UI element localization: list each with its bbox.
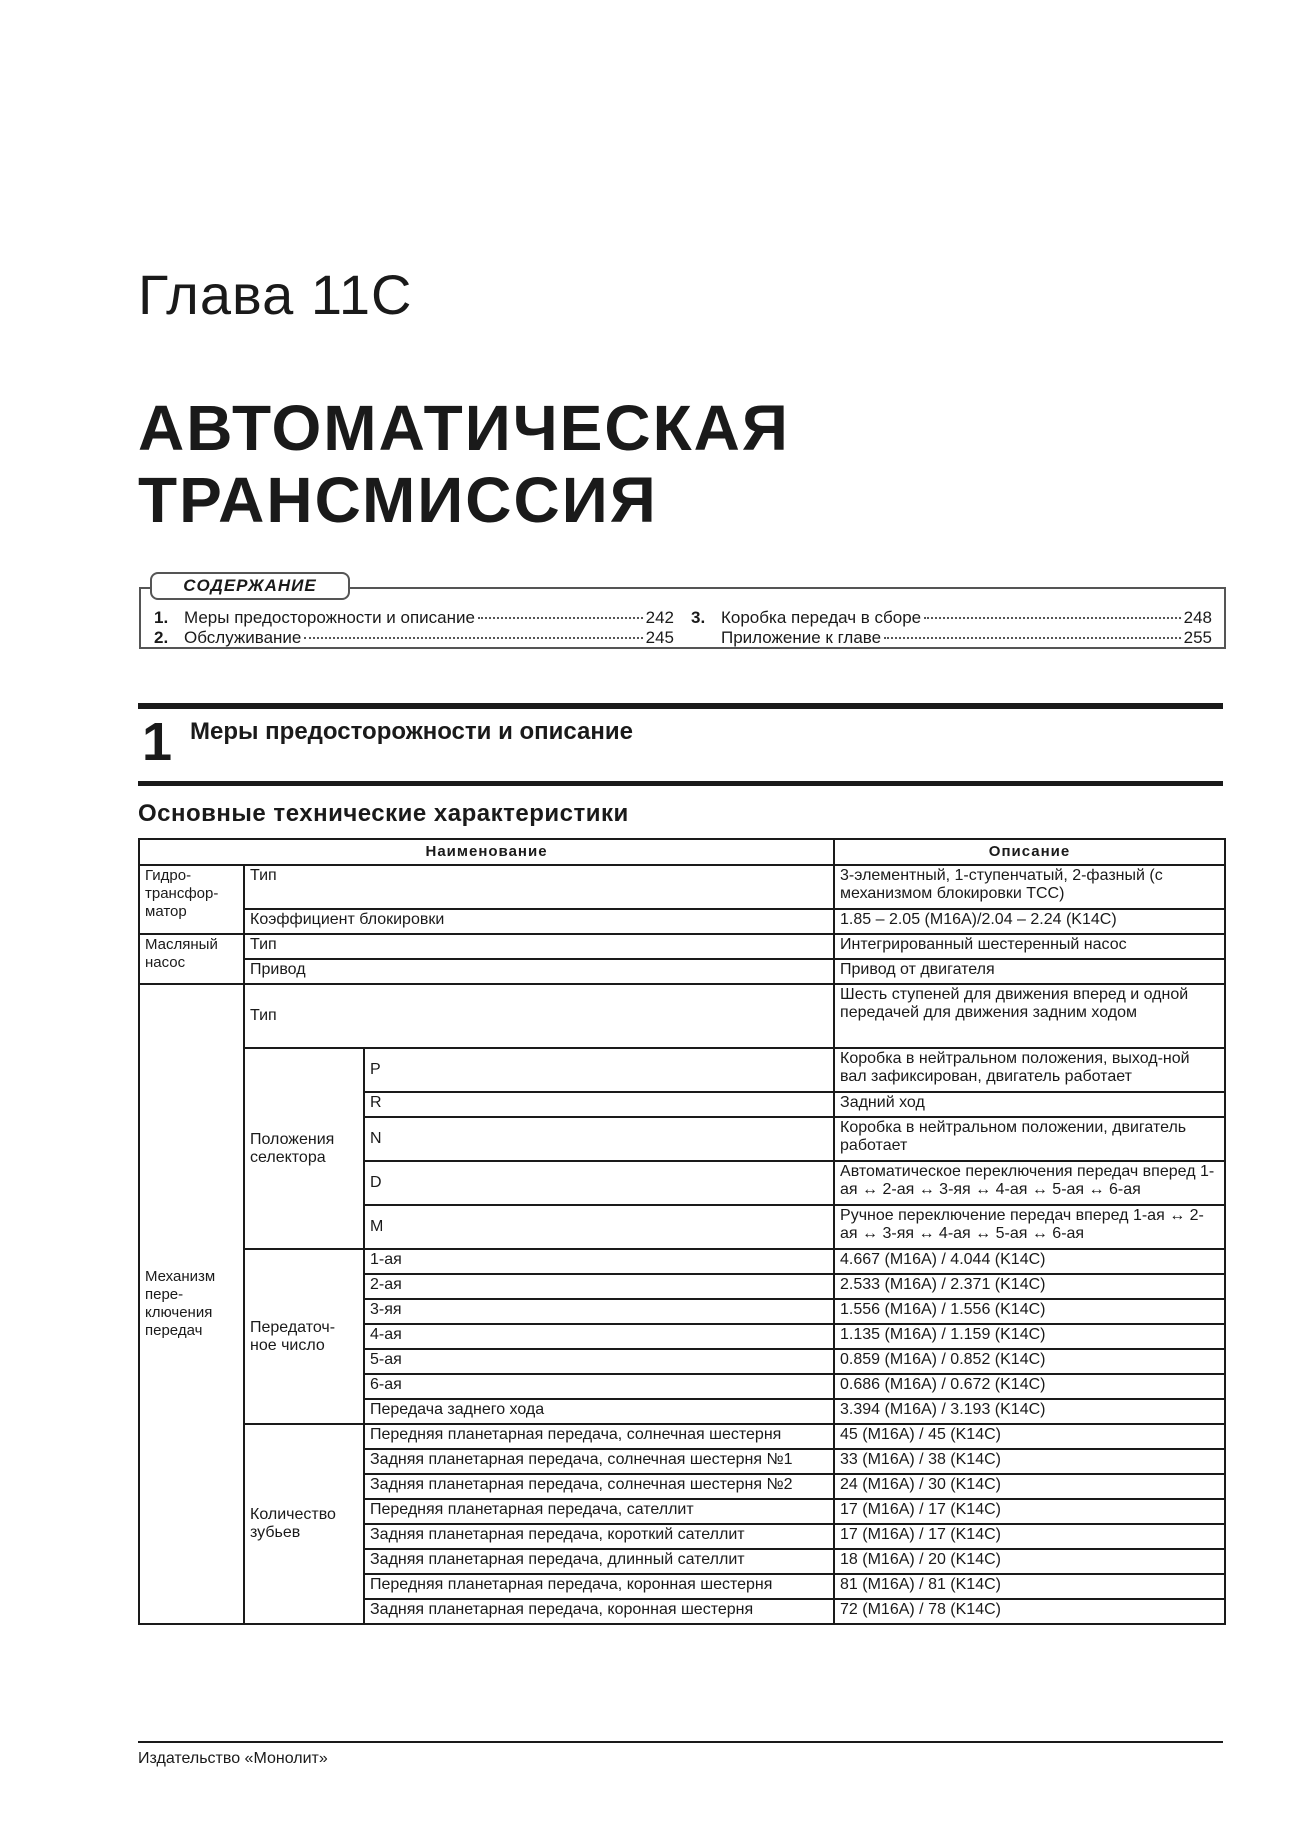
teeth-count: 17 (M16A) / 17 (K14C) xyxy=(834,1524,1225,1549)
selector-position: R xyxy=(364,1092,834,1117)
subsection-title: Основные технические характеристики xyxy=(138,800,629,827)
toc-item-number: 2. xyxy=(154,628,169,647)
teeth-part: Задняя планетарная передача, длинный сателлит xyxy=(364,1549,834,1574)
toc-item-text: Приложение к главе xyxy=(721,628,882,647)
footer-publisher: Издательство «Монолит» xyxy=(138,1750,328,1767)
gear-name: 5-ая xyxy=(364,1349,834,1374)
gear-ratio: 0.686 (M16A) / 0.672 (K14C) xyxy=(834,1374,1225,1399)
chapter-title-line1: АВТОМАТИЧЕСКАЯ xyxy=(138,392,790,464)
header-description: Описание xyxy=(834,839,1225,865)
gear-name: Передача заднего хода xyxy=(364,1399,834,1424)
footer-rule xyxy=(138,1741,1223,1743)
table-row xyxy=(139,934,1225,959)
teeth-count: 24 (M16A) / 30 (K14C) xyxy=(834,1474,1225,1499)
toc-item-number: 1. xyxy=(154,608,169,627)
table-row xyxy=(139,984,1225,1048)
teeth-count: 45 (M16A) / 45 (K14C) xyxy=(834,1424,1225,1449)
param-name: Привод xyxy=(244,959,834,984)
toc-item[interactable] xyxy=(154,628,674,648)
param-name: Тип xyxy=(244,865,834,909)
gear-ratio: 4.667 (M16A) / 4.044 (K14C) xyxy=(834,1249,1225,1274)
selector-group-label: Положения селектора xyxy=(244,1048,364,1249)
gear-name: 3-яя xyxy=(364,1299,834,1324)
selector-position: N xyxy=(364,1117,834,1161)
toc-item-page: 245 xyxy=(645,628,674,647)
selector-position: P xyxy=(364,1048,834,1092)
teeth-group-label: Количество зубьев xyxy=(244,1424,364,1624)
param-name: Тип xyxy=(244,934,834,959)
param-value: Шесть ступеней для движения вперед и одной передачей для движения задним ходом xyxy=(834,984,1225,1048)
spec-table xyxy=(138,838,1226,1625)
table-row xyxy=(139,1048,1225,1092)
selector-value: Коробка в нейтральном положении, двигатель работает xyxy=(834,1117,1225,1161)
selector-position: M xyxy=(364,1205,834,1249)
table-header-row xyxy=(139,839,1225,865)
chapter-title xyxy=(138,392,790,536)
param-value: 3-элементный, 1-ступенчатый, 2-фазный (с механизмом блокировки ТСС) xyxy=(834,865,1225,909)
gear-ratio: 3.394 (M16A) / 3.193 (K14C) xyxy=(834,1399,1225,1424)
category-oil-pump: Масляный насос xyxy=(139,934,244,984)
toc-item[interactable] xyxy=(154,608,674,628)
param-name: Коэффициент блокировки xyxy=(244,909,834,934)
ratio-group-label: Передаточ- ное число xyxy=(244,1249,364,1424)
toc-item-text: Коробка передач в сборе xyxy=(721,608,922,627)
toc-item[interactable] xyxy=(691,608,1212,628)
teeth-count: 81 (M16A) / 81 (K14C) xyxy=(834,1574,1225,1599)
teeth-count: 18 (M16A) / 20 (K14C) xyxy=(834,1549,1225,1574)
section-rule-top xyxy=(138,703,1223,709)
teeth-part: Задняя планетарная передача, короткий сателлит xyxy=(364,1524,834,1549)
gear-ratio: 1.556 (M16A) / 1.556 (K14C) xyxy=(834,1299,1225,1324)
toc-leader-dots xyxy=(478,617,643,619)
toc-heading: СОДЕРЖАНИЕ xyxy=(150,572,350,600)
teeth-part: Задняя планетарная передача, солнечная шестерня №1 xyxy=(364,1449,834,1474)
table-row xyxy=(139,909,1225,934)
gear-ratio: 1.135 (M16A) / 1.159 (K14C) xyxy=(834,1324,1225,1349)
gear-ratio: 2.533 (M16A) / 2.371 (K14C) xyxy=(834,1274,1225,1299)
section-title: Меры предосторожности и описание xyxy=(190,718,633,745)
category-torque-converter: Гидро- трансфор- матор xyxy=(139,865,244,934)
gear-name: 2-ая xyxy=(364,1274,834,1299)
teeth-part: Задняя планетарная передача, коронная шестерня xyxy=(364,1599,834,1624)
header-name: Наименование xyxy=(139,839,834,865)
toc-item[interactable] xyxy=(691,628,1212,648)
table-row xyxy=(139,1424,1225,1449)
toc-item-page: 248 xyxy=(1183,608,1212,627)
selector-value: Задний ход xyxy=(834,1092,1225,1117)
gear-name: 4-ая xyxy=(364,1324,834,1349)
selector-position: D xyxy=(364,1161,834,1205)
teeth-count: 72 (M16A) / 78 (K14C) xyxy=(834,1599,1225,1624)
chapter-title-line2: ТРАНСМИССИЯ xyxy=(138,464,658,536)
teeth-part: Передняя планетарная передача, коронная шестерня xyxy=(364,1574,834,1599)
chapter-label: Глава 11С xyxy=(138,263,413,326)
param-value: 1.85 – 2.05 (M16A)/2.04 – 2.24 (K14C) xyxy=(834,909,1225,934)
selector-value: Коробка в нейтральном положения, выход-ной вал зафиксирован, двигатель работает xyxy=(834,1048,1225,1092)
table-row xyxy=(139,865,1225,909)
param-value: Интегрированный шестеренный насос xyxy=(834,934,1225,959)
teeth-count: 17 (M16A) / 17 (K14C) xyxy=(834,1499,1225,1524)
selector-value: Автоматическое переключения передач вперед 1-ая ↔ 2-ая ↔ 3-яя ↔ 4-ая ↔ 5-ая ↔ 6-ая xyxy=(834,1161,1225,1205)
teeth-part: Передняя планетарная передача, сателлит xyxy=(364,1499,834,1524)
gear-name: 1-ая xyxy=(364,1249,834,1274)
gear-ratio: 0.859 (M16A) / 0.852 (K14C) xyxy=(834,1349,1225,1374)
param-name: Тип xyxy=(244,984,834,1048)
teeth-count: 33 (M16A) / 38 (K14C) xyxy=(834,1449,1225,1474)
toc-item-text: Меры предосторожности и описание xyxy=(184,608,475,627)
toc-leader-dots xyxy=(924,617,1181,619)
toc-item-text: Обслуживание xyxy=(184,628,302,647)
gear-name: 6-ая xyxy=(364,1374,834,1399)
toc-item-page: 242 xyxy=(645,608,674,627)
teeth-part: Задняя планетарная передача, солнечная шестерня №2 xyxy=(364,1474,834,1499)
toc-leader-dots xyxy=(884,637,1181,639)
table-row xyxy=(139,1249,1225,1274)
param-value: Привод от двигателя xyxy=(834,959,1225,984)
toc-leader-dots xyxy=(304,637,642,639)
table-row xyxy=(139,959,1225,984)
toc-item-page: 255 xyxy=(1183,628,1212,647)
section-number: 1 xyxy=(142,712,173,772)
section-rule-bottom xyxy=(138,781,1223,786)
toc-item-number: 3. xyxy=(691,608,706,627)
category-gear-mechanism: Механизм пере- ключения передач xyxy=(139,984,244,1624)
selector-value: Ручное переключение передач вперед 1-ая ↔ 2-ая ↔ 3-яя ↔ 4-ая ↔ 5-ая ↔ 6-ая xyxy=(834,1205,1225,1249)
teeth-part: Передняя планетарная передача, солнечная шестерня xyxy=(364,1424,834,1449)
